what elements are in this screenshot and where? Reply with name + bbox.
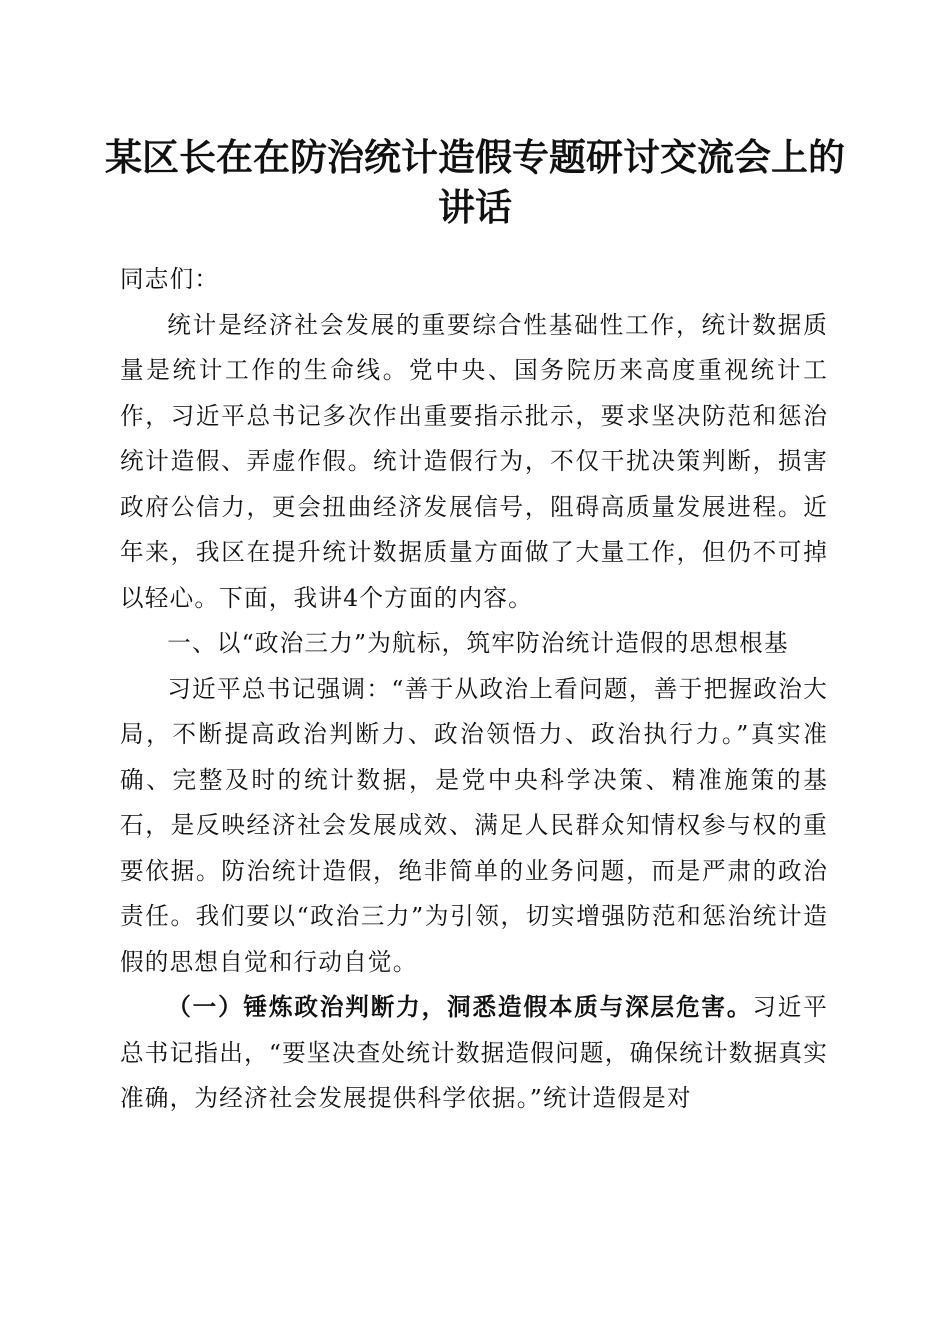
subsection-heading: （一）锤炼政治判断力，洞悉造假本质与深层危害。 [167,993,753,1021]
paragraph-intro: 统计是经济社会发展的重要综合性基础性工作，统计数据质量是统计工作的生命线。党中央、国务院历来高度重视统计工作，习近平总书记多次作出重要指示批示，要求坚决防范和惩治统计造假、弄虚作假。统计造假行为，不仅干扰决策判断，损害政府公信力，更会扭曲经济发展信号，阻碍高质量发展进程。近年来，我区在提升统计数据质量方面做了大量工作，但仍不可掉以轻心。下面，我讲4个方面的内容。 [120,310,828,612]
subsection-text: 习近平总书记指出，“要坚决查处统计数据造假问题，确保统计数据真实准确，为经济社会发展提供科学依据。”统计造假是对 [120,993,828,1112]
section-heading-1: 一、以“政治三力”为航标，筑牢防治统计造假的思想根基 [167,629,789,657]
salutation: 同志们： [120,265,220,293]
document-title: 某区长在在防治统计造假专题研讨交流会上的讲话 [105,135,845,229]
paragraph-section-1: 习近平总书记强调：“善于从政治上看问题，善于把握政治大局，不断提高政治判断力、政治领悟力、政治执行力。”真实准确、完整及时的统计数据，是党中央科学决策、精准施策的基石，是反映经济社会发展成效、满足人民群众知情权参与权的重要依据。防治统计造假，绝非简单的业务问题，而是严肃的政治责任。我们要以“政治三力”为引领，切实增强防范和惩治统计造假的思想自觉和行动自觉。 [120,674,828,976]
document-body [120,257,828,1122]
subsection-paragraph [120,985,828,1122]
